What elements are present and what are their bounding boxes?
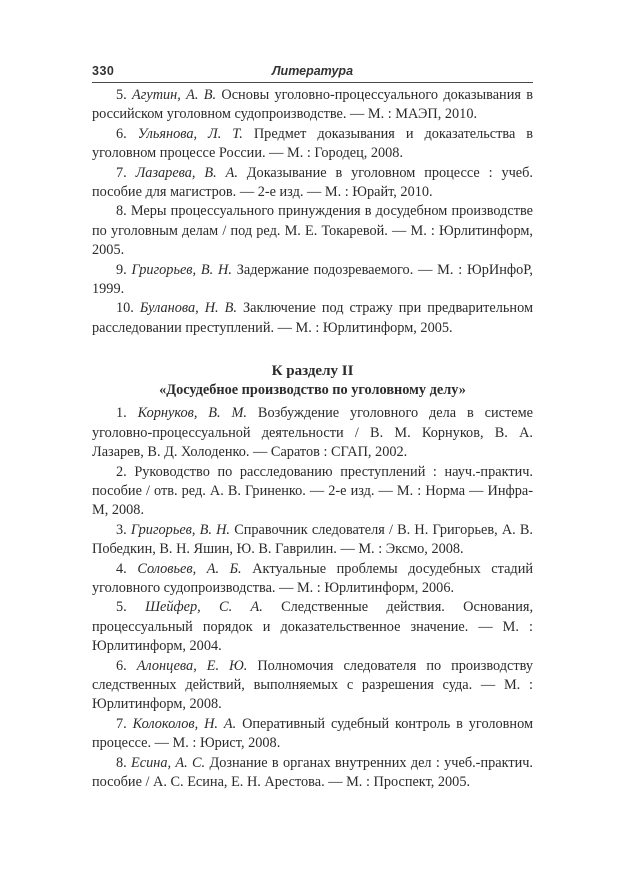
entry-author: Колоколов, Н. А. <box>132 715 237 732</box>
entry-author: Соловьев, А. Б. <box>137 560 242 577</box>
entry-number: 5. <box>116 87 127 103</box>
entry-text: Дознание в органах внутренних дел : учеб.-практич. пособие / А. С. Есина, Е. Н. Арестова. — М. : Проспект, 2005. <box>92 754 534 790</box>
entry-text: Заключение под стражу при предварительном расследовании преступлений. — М. : Юрлитинформ, 2005. <box>92 300 533 336</box>
reference-entry <box>92 754 533 793</box>
entry-author: Шейфер, С. А. <box>145 599 263 616</box>
entry-author: Григорьев, В. Н. <box>131 261 232 278</box>
entry-number: 10. <box>116 300 134 317</box>
entry-text: Возбуждение уголовного дела в системе уголовно-процессуальной деятельности / В. М. Корнуков, В. А. Лазарев, В. Д. Холоденко. — Саратов : СГАП, 2002. <box>92 405 533 461</box>
entry-text: Меры процессуального принуждения в досудебном производстве по уголовным делам / под ред. М. Е. Токаревой. — М. : Юрлитинформ, 2005. <box>92 203 533 259</box>
entry-number: 5. <box>116 599 127 616</box>
entry-number: 3. <box>116 521 127 538</box>
reference-entry <box>92 598 533 656</box>
entry-author: Корнуков, В. М. <box>137 405 248 422</box>
entry-number: 4. <box>116 560 127 577</box>
reference-entry <box>92 521 533 560</box>
entry-text: Доказывание в уголовном процессе : учеб. пособие для магистров. — 2-е изд. — М. : Юрайт, 2010. <box>92 164 533 201</box>
section-subtitle: «Досудебное производство по уголовному делу» <box>159 382 466 399</box>
entry-text: Основы уголовно-процессуального доказывания в российском уголовном судопроизводстве. — М. : МАЭП, 2010. <box>92 87 533 123</box>
entry-text: Руководство по расследованию преступлений : науч.-практич. пособие / отв. ред. А. В. Гриненко. — 2-е изд. — М. : Норма — Инфра-М, 2008. <box>92 463 534 519</box>
entry-number: 7. <box>116 715 127 732</box>
reference-entry <box>92 125 533 164</box>
reference-entry <box>92 463 533 521</box>
entry-number: 1. <box>116 405 127 422</box>
section-title: К разделу II <box>271 363 354 380</box>
entry-number: 6. <box>116 657 127 674</box>
entry-number: 2. <box>116 463 127 480</box>
entry-author: Алонцева, Е. Ю. <box>136 657 248 674</box>
bibliography <box>92 86 533 792</box>
reference-entry <box>92 86 533 125</box>
entry-number: 7. <box>116 164 127 181</box>
entry-number: 8. <box>116 754 127 771</box>
entry-number: 6. <box>116 125 127 142</box>
entry-number: 8. <box>116 203 127 220</box>
entry-author: Лазарева, В. А. <box>135 164 238 181</box>
reference-entry <box>92 404 533 462</box>
reference-entry <box>92 261 533 300</box>
reference-entry <box>92 657 533 715</box>
entry-text: Актуальные проблемы досудебных стадий уголовного судопроизводства. — М. : Юрлитинформ, 2006. <box>92 560 533 596</box>
entry-text: Предмет доказывания и доказательства в уголовном процессе России. — М. : Городец, 2008. <box>92 125 534 162</box>
entry-author: Ульянова, Л. Т. <box>137 125 243 142</box>
reference-entry <box>92 164 533 203</box>
entry-text: Справочник следователя / В. Н. Григорьев, А. В. Победкин, В. Н. Яшин, Ю. В. Гаврилин. — М. : Эксмо, 2008. <box>92 521 534 558</box>
reference-list-top <box>92 86 533 338</box>
entry-author: Григорьев, В. Н. <box>130 521 231 538</box>
entry-author: Агутин, А. В. <box>132 87 217 103</box>
running-head <box>92 62 533 83</box>
entry-text: Следственные действия. Основания, процессуальный порядок и доказательственное значение. — М. : Юрлитинформ, 2004. <box>92 599 534 655</box>
entry-text: Задержание подозреваемого. — М. : ЮрИнфоР, 1999. <box>92 261 533 298</box>
entry-text: Оперативный судебный контроль в уголовном процессе. — М. : Юрист, 2008. <box>92 715 534 752</box>
section-header <box>92 362 533 400</box>
reference-entry <box>92 299 533 338</box>
reference-entry <box>92 560 533 599</box>
reference-entry <box>92 715 533 754</box>
reference-list-bottom <box>92 404 533 792</box>
entry-author: Есина, А. С. <box>131 754 206 771</box>
entry-text: Полномочия следователя по производству следственных действий, выполняемых с разрешения суда. — М. : Юрлитинформ, 2008. <box>92 657 534 713</box>
reference-entry <box>92 202 533 260</box>
page-number: 330 <box>92 64 115 78</box>
running-head-title: Литература <box>271 64 354 78</box>
entry-author: Буланова, Н. В. <box>139 300 237 317</box>
entry-number: 9. <box>116 261 127 278</box>
